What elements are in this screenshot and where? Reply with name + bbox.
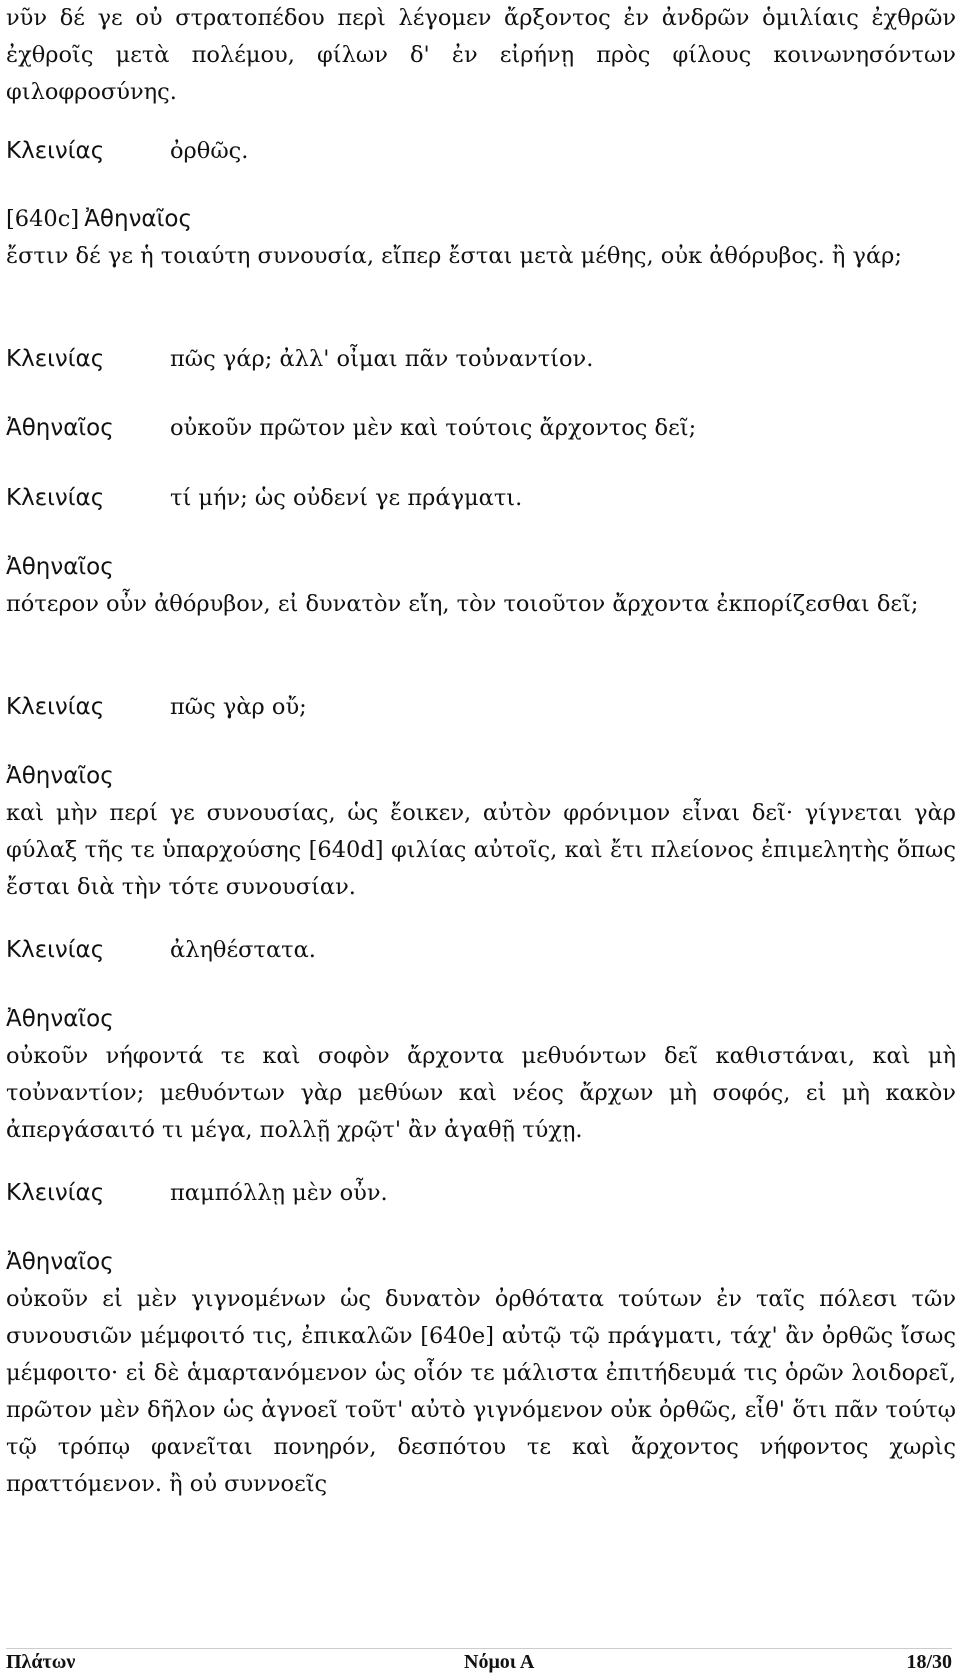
paragraph-text: οὐκοῦν εἰ μὲν γιγνομένων ὡς δυνατὸν ὀρθότατα τούτων ἐν ταῖς πόλεσι τῶν συνουσιῶν μέμφοιτό τις, ἐπικαλῶν [640e] αὐτῷ τῷ πράγματι, τάχ' ἂν ὀρθῶς ἴσως μέμφοιτο· εἰ δὲ ἁμαρτανόμενον ὡς οἷόν τε μάλιστα ἐπιτήδευμά τις ὁρῶν λοιδορεῖ, πρῶτον μὲν δῆλον ὡς ἀγνοεῖ τοῦτ' αὐτὸ γιγνόμενον οὐκ ὀρθῶς, εἶθ' ὅτι πᾶν τούτῳ τῷ τρόπῳ φανεῖται πονηρόν, δεσπότου τε καὶ ἄρχοντος νήφοντος χωρὶς πραττόμενον. ἢ οὐ συννοεῖς [6, 1286, 956, 1497]
page-footer [6, 1651, 952, 1675]
dialogue-line [6, 480, 956, 517]
footer-page-number: 18/30 [906, 1651, 952, 1673]
footer-author: Πλάτων [6, 1651, 76, 1673]
speaker-name: Κλεινίας [6, 138, 105, 164]
speaker-name: Ἀθηναῖος [84, 206, 192, 232]
paragraph [6, 1281, 956, 1503]
footer-title: Νόμοι Α [464, 1651, 535, 1673]
speaker-name: Κλεινίας [6, 1180, 105, 1206]
speaker-name: Κλεινίας [6, 485, 105, 511]
paragraph [6, 238, 956, 275]
dialogue-line [6, 133, 956, 170]
paragraph-text: καὶ μὴν περί γε συνουσίας, ὡς ἔοικεν, αὐτὸν φρόνιμον εἶναι δεῖ· γίγνεται γὰρ φύλαξ τῆς τε ὑπαρχούσης [640d] φιλίας αὐτοῖς, καὶ ἔτι πλείονος ἐπιμελητὴς ὅπως ἔσται διὰ τὴν τότε συνουσίαν. [6, 800, 956, 900]
dialogue-text: τί μήν; ὡς οὐδενί γε πράγματι. [170, 485, 523, 511]
speaker-heading [6, 758, 956, 795]
dialogue-text: οὐκοῦν πρῶτον μὲν καὶ τούτοις ἄρχοντος δεῖ; [170, 415, 697, 441]
dialogue-text: ἀληθέστατα. [170, 937, 316, 963]
paragraph-text: οὐκοῦν νήφοντά τε καὶ σοφὸν ἄρχοντα μεθυόντων δεῖ καθιστάναι, καὶ μὴ τοὐναντίον; μεθυόντων γὰρ μεθύων καὶ νέος ἄρχων μὴ σοφός, εἰ μὴ κακὸν ἀπεργάσαιτό τι μέγα, πολλῇ χρῷτ' ἂν ἀγαθῇ τύχῃ. [6, 1043, 956, 1143]
speaker-heading [6, 1001, 956, 1038]
dialogue-text: πῶς γὰρ οὔ; [170, 694, 307, 720]
speaker-name: Ἀθηναῖος [6, 415, 114, 441]
dialogue-line [6, 1175, 956, 1212]
dialogue-line [6, 932, 956, 969]
speaker-name: Ἀθηναῖος [6, 763, 114, 789]
paragraph-text: πότερον οὖν ἀθόρυβον, εἰ δυνατὸν εἴη, τὸν τοιοῦτον ἄρχοντα ἐκπορίζεσθαι δεῖ; [6, 591, 919, 617]
speaker-name: Ἀθηναῖος [6, 554, 114, 580]
speaker-heading [6, 1244, 956, 1281]
paragraph-text: νῦν δέ γε οὐ στρατοπέδου περὶ λέγομεν ἄρξοντος ἐν ἀνδρῶν ὁμιλίαις ἐχθρῶν ἐχθροῖς μετὰ πολέμου, φίλων δ' ἐν εἰρήνῃ πρὸς φίλους κοινωνησόντων φιλοφροσύνης. [6, 5, 956, 105]
paragraph [6, 1038, 956, 1149]
speaker-name: Ἀθηναῖος [6, 1249, 114, 1275]
section-marker: [640c] [6, 206, 80, 232]
dialogue-text: πῶς γάρ; ἀλλ' οἶμαι πᾶν τοὐναντίον. [170, 346, 594, 372]
paragraph [6, 586, 956, 623]
speaker-name: Ἀθηναῖος [6, 1006, 114, 1032]
speaker-name: Κλεινίας [6, 694, 105, 720]
footer-divider [6, 1648, 952, 1649]
speaker-heading [6, 201, 956, 238]
speaker-name: Κλεινίας [6, 346, 105, 372]
dialogue-line [6, 410, 956, 447]
speaker-name: Κλεινίας [6, 937, 105, 963]
paragraph-text: ἔστιν δέ γε ἡ τοιαύτη συνουσία, εἴπερ ἔσται μετὰ μέθης, οὐκ ἀθόρυβος. ἢ γάρ; [6, 243, 902, 269]
dialogue-line [6, 341, 956, 378]
dialogue-line [6, 689, 956, 726]
speaker-heading [6, 549, 956, 586]
dialogue-text: παμπόλλῃ μὲν οὖν. [170, 1180, 388, 1206]
paragraph [6, 0, 956, 111]
paragraph [6, 795, 956, 906]
dialogue-text: ὀρθῶς. [170, 138, 249, 164]
